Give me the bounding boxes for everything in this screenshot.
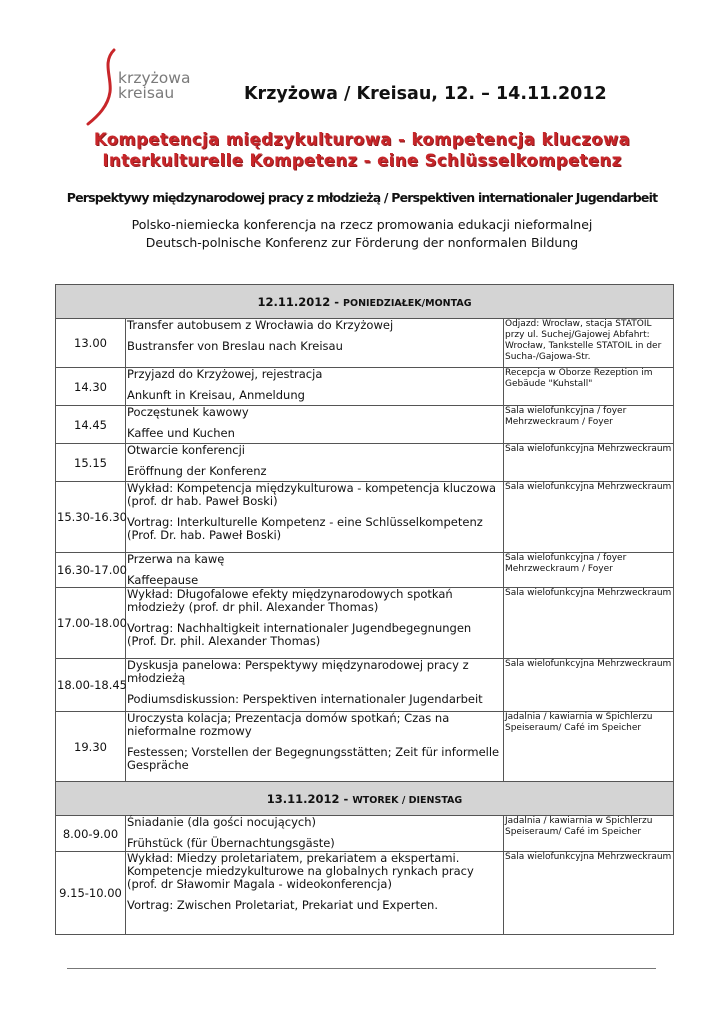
session-polish: Śniadanie (dla gości nocujących) bbox=[127, 815, 316, 829]
session-time: 14.45 bbox=[56, 406, 126, 444]
session-german: Frühstück (für Übernachtungsgäste) bbox=[127, 836, 335, 850]
session-location: Sala wielofunkcyjna / foyer Mehrzweckraum / Foyer bbox=[504, 553, 674, 588]
title-german: Interkulturelle Kompetenz - eine Schlüsselkompetenz bbox=[102, 151, 622, 170]
session-german: Vortrag: Zwischen Proletariat, Prekariat und Experten. bbox=[127, 898, 438, 912]
session-description bbox=[126, 852, 504, 935]
intro-polish: Polsko-niemiecka konferencja na rzecz promowania edukacji nieformalnej bbox=[131, 217, 593, 232]
session-location: Sala wielofunkcyjna Mehrzweckraum bbox=[504, 588, 674, 659]
session-time: 13.00 bbox=[56, 319, 126, 368]
session-polish: Przerwa na kawę bbox=[127, 552, 225, 566]
session-polish: Transfer autobusem z Wrocławia do Krzyżowej bbox=[127, 318, 394, 332]
session-location: Recepcja w Oborze Rezeption im Gebäude "Kuhstall" bbox=[504, 368, 674, 406]
day-header-row bbox=[56, 782, 674, 816]
session-location: Jadalnia / kawiarnia w Spichlerzu Speiseraum/ Café im Speicher bbox=[504, 816, 674, 852]
session-time: 17.00-18.00 bbox=[56, 588, 126, 659]
session-time: 18.00-18.45 bbox=[56, 659, 126, 712]
session-german: Vortrag: Interkulturelle Kompetenz - eine Schlüsselkompetenz (Prof. Dr. hab. Paweł Boski) bbox=[127, 515, 483, 542]
session-description bbox=[126, 816, 504, 852]
session-german: Festessen; Vorstellen der Begegnungsstätten; Zeit für informelle Gespräche bbox=[127, 745, 500, 772]
session-time: 8.00-9.00 bbox=[56, 816, 126, 852]
session-time: 14.30 bbox=[56, 368, 126, 406]
schedule-table bbox=[55, 284, 674, 935]
logo-line-2: kreisau bbox=[118, 84, 175, 102]
day-date: 12.11.2012 - bbox=[257, 294, 344, 309]
session-time: 19.30 bbox=[56, 712, 126, 782]
session-location: Sala wielofunkcyjna Mehrzweckraum bbox=[504, 659, 674, 712]
day-weekday: WTOREK / DIENSTAG bbox=[352, 794, 463, 806]
session-description bbox=[126, 553, 504, 588]
footer-divider bbox=[67, 968, 656, 969]
session-location: Sala wielofunkcyjna Mehrzweckraum bbox=[504, 852, 674, 935]
session-polish: Wykład: Długofalowe efekty międzynarodowych spotkań młodzieży (prof. dr phil. Alexander Thomas) bbox=[127, 587, 453, 614]
session-description bbox=[126, 482, 504, 553]
session-german: Kaffee und Kuchen bbox=[127, 426, 235, 440]
schedule-row bbox=[56, 444, 674, 482]
schedule-row bbox=[56, 482, 674, 553]
schedule-row bbox=[56, 852, 674, 935]
session-polish: Otwarcie konferencji bbox=[127, 443, 245, 457]
session-description bbox=[126, 406, 504, 444]
schedule-row bbox=[56, 553, 674, 588]
session-location: Sala wielofunkcyjna / foyer Mehrzweckraum / Foyer bbox=[504, 406, 674, 444]
session-german: Ankunft in Kreisau, Anmeldung bbox=[127, 388, 305, 402]
session-german: Vortrag: Nachhaltigkeit internationaler Jugendbegegnungen (Prof. Dr. phil. Alexander Thomas) bbox=[127, 621, 472, 648]
session-polish: Wykład: Kompetencja międzykulturowa - kompetencja kluczowa (prof. dr hab. Paweł Boski) bbox=[127, 481, 497, 508]
session-time: 15.15 bbox=[56, 444, 126, 482]
session-german: Kaffeepause bbox=[127, 573, 199, 587]
schedule-row bbox=[56, 368, 674, 406]
logo-wordmark bbox=[118, 71, 190, 101]
day-date: 13.11.2012 - bbox=[266, 791, 353, 806]
session-time: 16.30-17.00 bbox=[56, 553, 126, 588]
intro-german: Deutsch-polnische Konferenz zur Förderung der nonformalen Bildung bbox=[145, 235, 579, 250]
day-weekday: PONIEDZIAŁEK/MONTAG bbox=[343, 297, 472, 309]
conference-title: Krzyżowa / Kreisau, 12. – 14.11.2012 bbox=[244, 84, 607, 104]
session-description bbox=[126, 588, 504, 659]
session-location: Sala wielofunkcyjna Mehrzweckraum bbox=[504, 482, 674, 553]
session-polish: Przyjazd do Krzyżowej, rejestracja bbox=[127, 367, 323, 381]
session-description bbox=[126, 659, 504, 712]
session-location: Odjazd: Wrocław, stacja STATOIL przy ul. Suchej/Gajowej Abfahrt: Wrocław, Tankstelle STATOIL in der Sucha-/Gajowa-Str. bbox=[504, 319, 674, 368]
session-german: Eröffnung der Konferenz bbox=[127, 464, 267, 478]
session-description bbox=[126, 319, 504, 368]
schedule-row bbox=[56, 659, 674, 712]
session-location: Jadalnia / kawiarnia w Spichlerzu Speiseraum/ Café im Speicher bbox=[504, 712, 674, 782]
day-header-row bbox=[56, 285, 674, 319]
day-header bbox=[56, 782, 674, 816]
title-polish: Kompetencja międzykulturowa - kompetencja kluczowa bbox=[93, 130, 631, 149]
logo-line-1: krzyżowa bbox=[118, 69, 191, 87]
schedule-row bbox=[56, 406, 674, 444]
session-polish: Poczęstunek kawowy bbox=[127, 405, 249, 419]
session-description bbox=[126, 712, 504, 782]
session-location: Sala wielofunkcyjna Mehrzweckraum bbox=[504, 444, 674, 482]
schedule-row bbox=[56, 588, 674, 659]
session-polish: Uroczysta kolacja; Prezentacja domów spotkań; Czas na nieformalne rozmowy bbox=[127, 711, 450, 738]
session-description bbox=[126, 368, 504, 406]
schedule-row bbox=[56, 712, 674, 782]
day-header bbox=[56, 285, 674, 319]
session-polish: Dyskusja panelowa: Perspektywy międzynarodowej pracy z młodzieżą bbox=[127, 658, 469, 685]
session-polish: Wykład: Miedzy proletariatem, prekariatem a ekspertami. Kompetencje miedzykulturowe na globalnych rynkach pracy (prof. dr Sławomir Magala - wideokonferencja) bbox=[127, 851, 474, 891]
session-german: Podiumsdiskussion: Perspektiven internationaler Jugendarbeit bbox=[127, 692, 483, 706]
session-description bbox=[126, 444, 504, 482]
perspectives-subtitle: Perspektywy międzynarodowej pracy z młodzieżą / Perspektiven internationaler Jugendarbeit bbox=[66, 190, 658, 205]
session-time: 15.30-16.30 bbox=[56, 482, 126, 553]
schedule-row bbox=[56, 816, 674, 852]
session-time: 9.15-10.00 bbox=[56, 852, 126, 935]
session-german: Bustransfer von Breslau nach Kreisau bbox=[127, 339, 343, 353]
schedule-row bbox=[56, 319, 674, 368]
